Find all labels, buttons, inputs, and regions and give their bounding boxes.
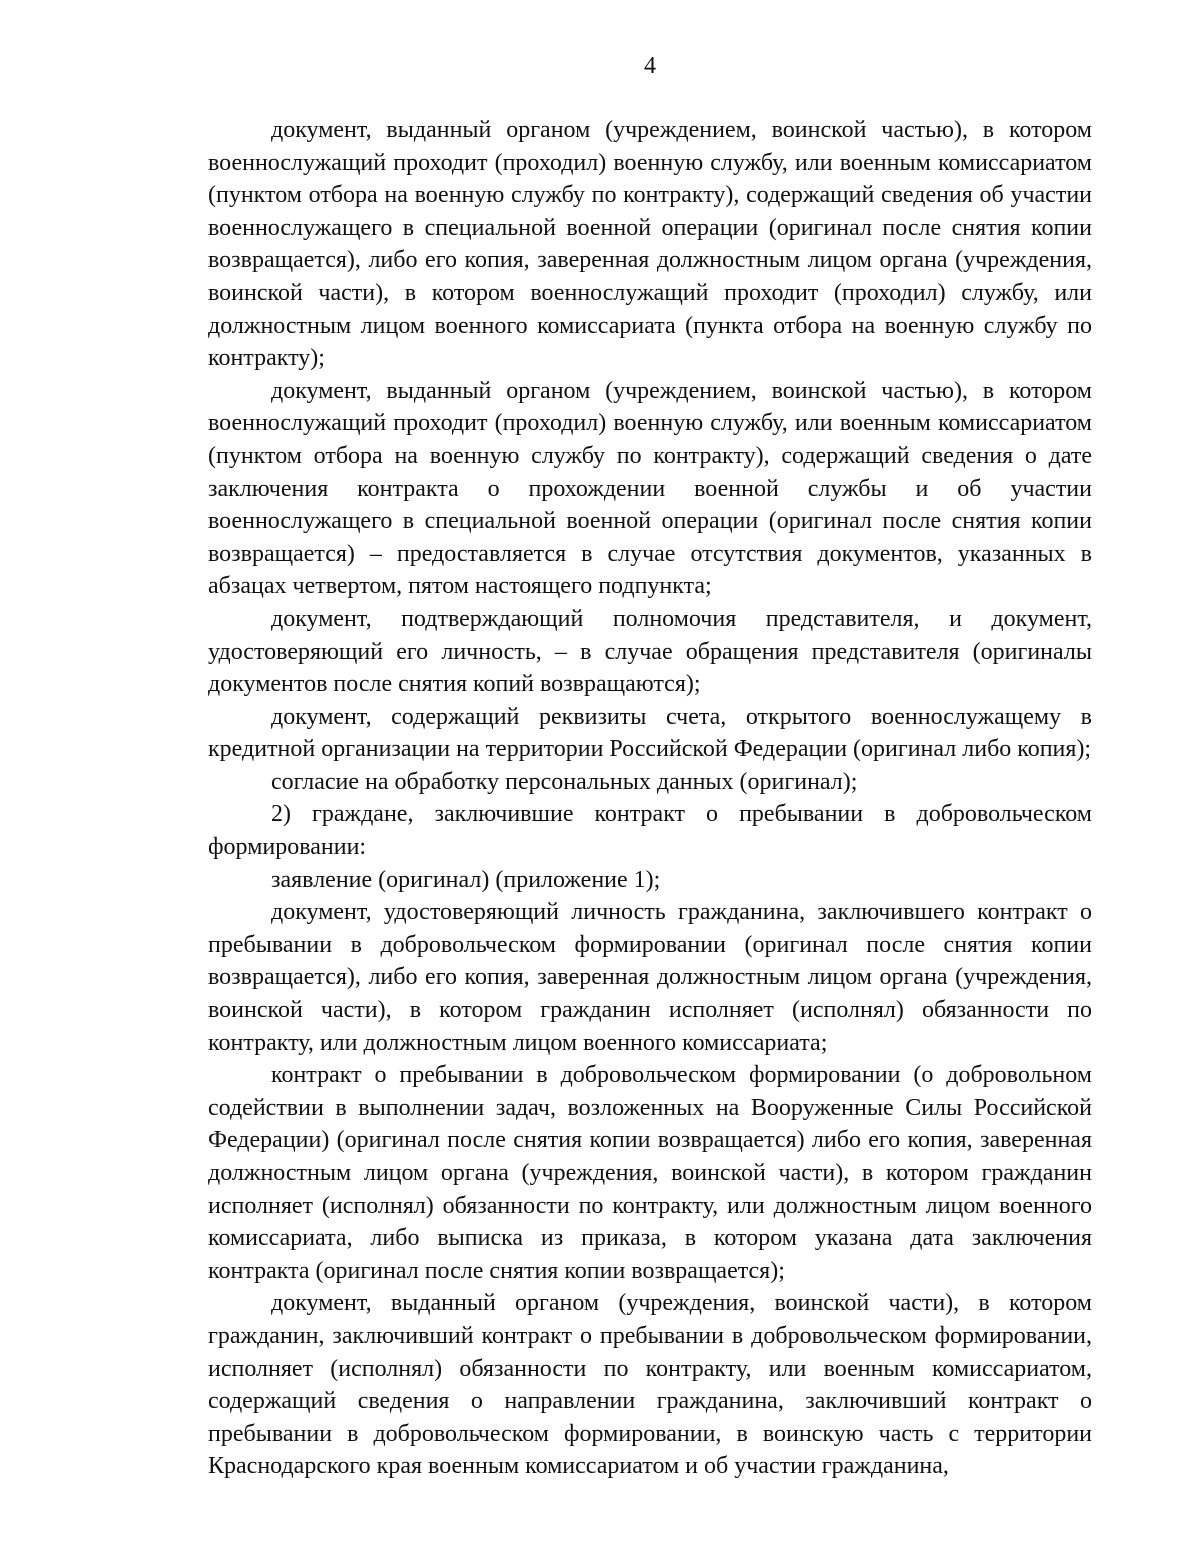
paragraph-military-document-participation: документ, выданный органом (учреждением, воинской частью), в котором военнослужащий проходит (проходил) военную службу, или военным комиссариатом (пунктом отбора на военную службу по контракту), содержащий сведения об участии военнослужащего в специальной военной операции (оригинал после снятия копии возвращается), либо его копия, заверенная должностным лицом органа (учреждения, воинской части), в котором военнослужащий проходит (проходил) службу, или должностным лицом военного комиссариата (пункта отбора на военную службу по контракту); — [208, 117, 1092, 372]
page-number: 4 — [644, 53, 656, 79]
paragraph-military-document-contract-date: документ, выданный органом (учреждением, воинской частью), в котором военнослужащий проходит (проходил) военную службу, или военным комиссариатом (пунктом отбора на военную службу по контракту), содержащий сведения о дате заключения контракта о прохождении военной службы и об участии военнослужащего в специальной военной операции (оригинал после снятия копии возвращается) – предоставляется в случае отсутствия документов, указанных в абзацах четвертом, пятом настоящего подпункта; — [208, 377, 1092, 600]
paragraph-identity-document: документ, удостоверяющий личность гражданина, заключившего контракт о пребывании в добровольческом формировании (оригинал после снятия копии возвращается), либо его копия, заверенная должностным лицом органа (учреждения, воинской части), в котором гражданин исполняет (исполнял) обязанности по контракту, или должностным лицом военного комиссариата; — [208, 899, 1092, 1056]
paragraph-application: заявление (оригинал) (приложение 1); — [271, 866, 661, 893]
document-body — [208, 114, 1092, 1483]
paragraph-volunteer-contract: контракт о пребывании в добровольческом формировании (о добровольном содействии в выполнении задач, возложенных на Вооруженные Силы Российской Федерации) (оригинал после снятия копии возвращается) либо его копия, заверенная должностным лицом органа (учреждения, воинской части), в котором гражданин исполняет (исполнял) обязанности по контракту, или должностным лицом военного комиссариата, либо выписка из приказа, в котором указана дата заключения контракта (оригинал после снятия копии возвращается); — [208, 1062, 1092, 1284]
paragraph-volunteer-document-referral: документ, выданный органом (учреждения, воинской части), в котором гражданин, заключивший контракт о пребывании в добровольческом формировании, исполняет (исполнял) обязанности по контракту, или военным комиссариатом, содержащий сведения о направлении гражданина, заключивший контракт о пребывании в добровольческом формировании, в воинскую часть с территории Краснодарского края военным комиссариатом и об участии гражданина, — [208, 1290, 1092, 1480]
paragraph-representative-authority: документ, подтверждающий полномочия представителя, и документ, удостоверяющий его личность, – в случае обращения представителя (оригиналы документов после снятия копий возвращаются); — [208, 605, 1092, 698]
paragraph-personal-data-consent: согласие на обработку персональных данных (оригинал); — [271, 768, 858, 795]
paragraph-bank-account-details: документ, содержащий реквизиты счета, открытого военнослужащему в кредитной организации на территории Российской Федерации (оригинал либо копия); — [208, 703, 1092, 763]
paragraph-volunteer-citizens-heading: 2) граждане, заключившие контракт о пребывании в добровольческом формировании: — [208, 801, 1092, 861]
